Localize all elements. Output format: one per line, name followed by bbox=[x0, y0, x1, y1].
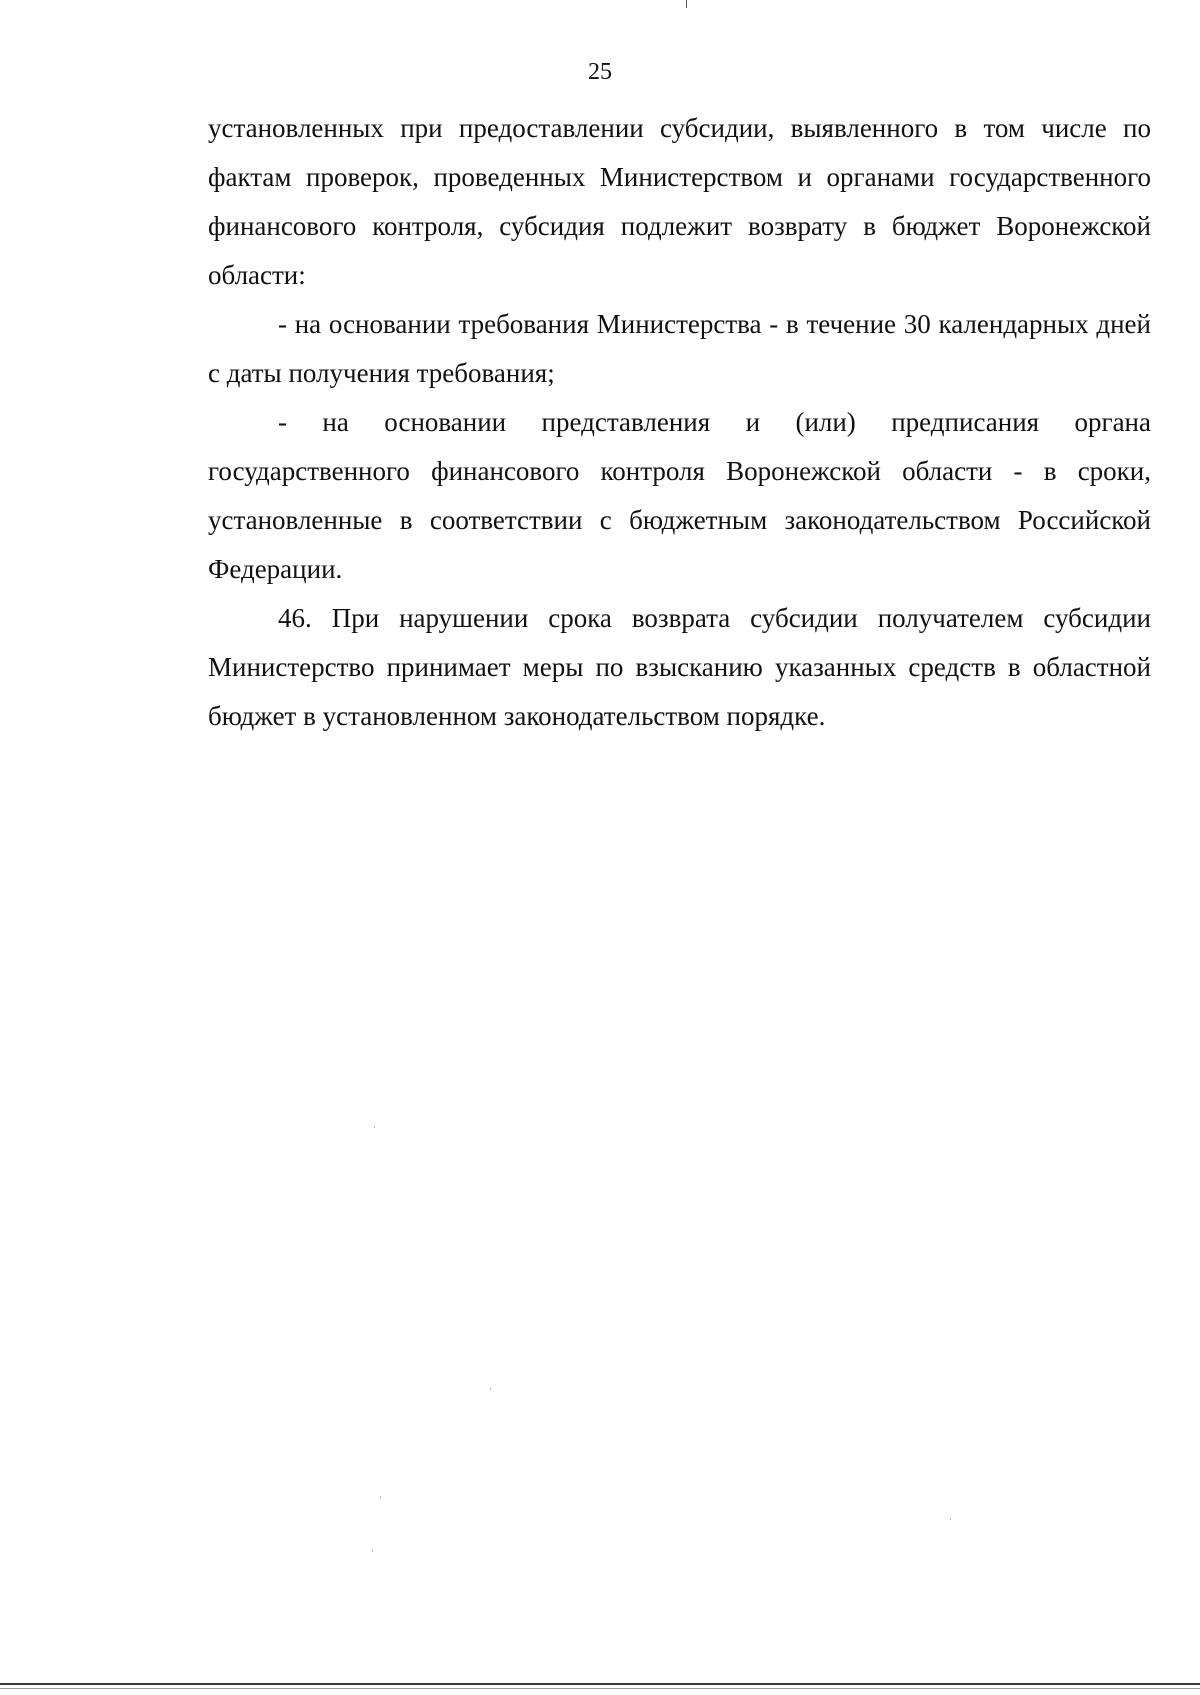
paragraph-continuation: установленных при предоставлении субсидии, выявленного в том числе по фактам проверок, проведенных Министерством и органами государственного финансового контроля, субсидия подлежит возврату в бюджет Воронежской области: bbox=[208, 113, 1151, 290]
document-body bbox=[208, 104, 1151, 741]
paragraph-ministry-requirement: - на основании требования Министерства - в течение 30 календарных дней с даты получения требования; bbox=[208, 309, 1151, 388]
scan-speck bbox=[372, 1550, 373, 1552]
scan-bottom-edge-shadow bbox=[0, 1688, 1200, 1689]
paragraph-control-body-order: - на основании представления и (или) предписания органа государственного финансового контроля Воронежской области - в сроки, установленные в соответствии с бюджетным законодательством Российской Федерации. bbox=[208, 407, 1151, 584]
scan-speck bbox=[950, 1518, 951, 1520]
page-number: 25 bbox=[588, 59, 612, 85]
scan-bottom-edge bbox=[0, 1683, 1200, 1685]
scan-speck bbox=[380, 1496, 381, 1498]
paragraph-46: 46. При нарушении срока возврата субсидии получателем субсидии Министерство принимает меры по взысканию указанных средств в областной бюджет в установленном законодательством порядке. bbox=[208, 603, 1151, 731]
scan-speck bbox=[374, 1126, 375, 1128]
scan-speck bbox=[490, 1388, 491, 1390]
scan-mark bbox=[686, 0, 687, 8]
